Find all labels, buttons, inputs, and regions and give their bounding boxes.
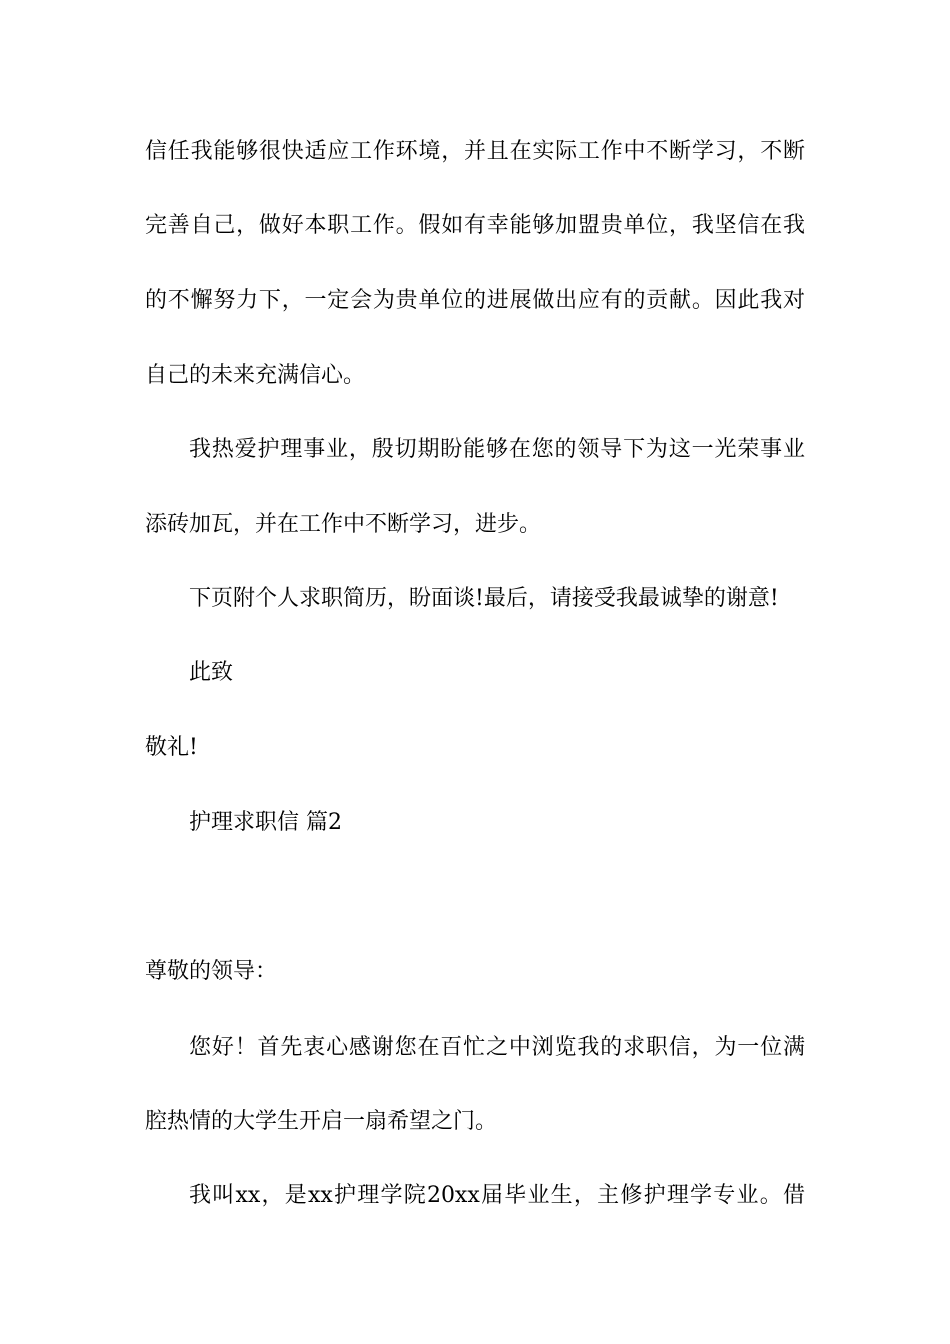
paragraph-line: 下页附个人求职简历，盼面谈!最后，请接受我最诚挚的谢意! (189, 586, 779, 611)
paragraph-line: 信任我能够很快适应工作环境，并且在实际工作中不断学习，不断 (145, 139, 805, 164)
paragraph-line: 完善自己，做好本职工作。假如有幸能够加盟贵单位，我坚信在我 (145, 213, 805, 238)
paragraph-line: 腔热情的大学生开启一扇希望之门。 (145, 1109, 498, 1134)
closing-line: 此致 (189, 660, 234, 685)
salutation-line: 敬礼! (145, 735, 198, 760)
section-heading: 护理求职信 篇2 (189, 810, 342, 835)
paragraph-line: 您好！首先衷心感谢您在百忙之中浏览我的求职信，为一位满 (189, 1035, 805, 1060)
paragraph-line: 我叫xx，是xx护理学院20xx届毕业生，主修护理学专业。借 (189, 1183, 805, 1208)
greeting-line: 尊敬的领导： (145, 959, 278, 984)
paragraph-line: 的不懈努力下，一定会为贵单位的进展做出应有的贡献。因此我对 (145, 288, 805, 313)
paragraph-line: 自己的未来充满信心。 (145, 363, 366, 388)
paragraph-line: 添砖加瓦，并在工作中不断学习，进步。 (145, 512, 542, 537)
paragraph-line: 我热爱护理事业，殷切期盼能够在您的领导下为这一光荣事业 (189, 437, 805, 462)
